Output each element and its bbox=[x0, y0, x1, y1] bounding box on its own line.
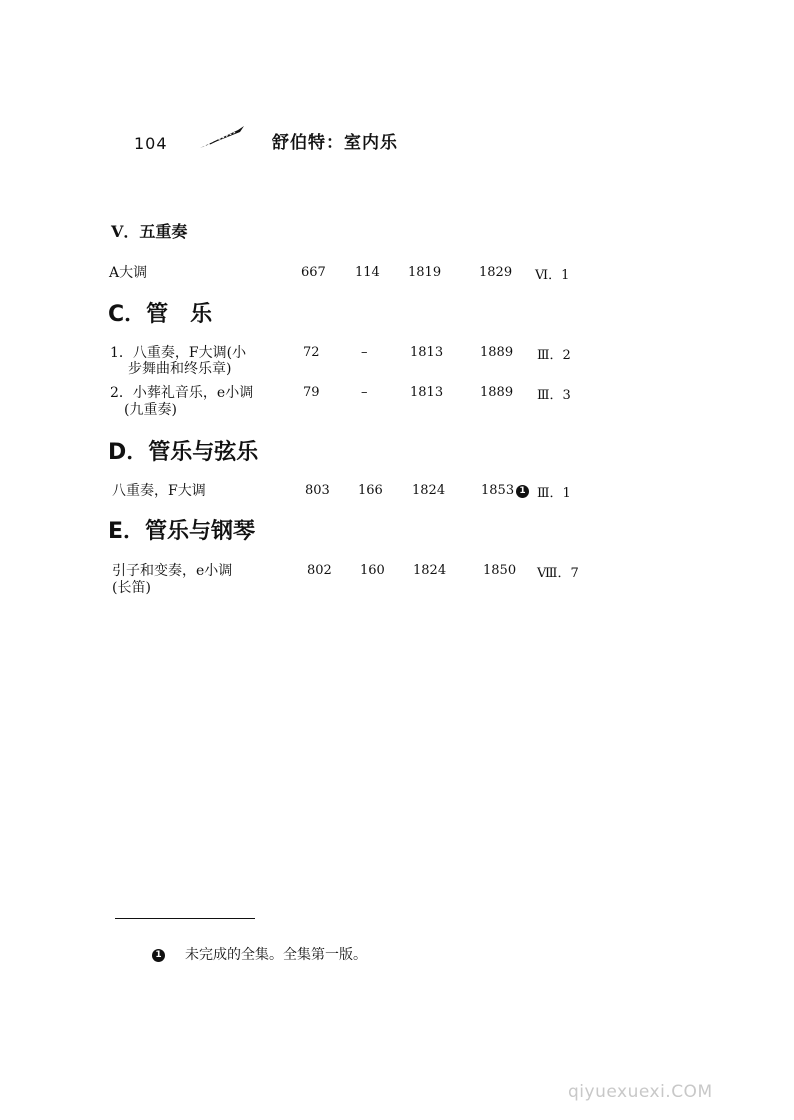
footnote-marker-glyph: 1 bbox=[516, 485, 529, 498]
running-title: 舒伯特：室内乐 bbox=[272, 133, 398, 153]
opus-number: 160 bbox=[360, 563, 385, 578]
footnote-marker bbox=[516, 481, 529, 500]
catalog-number: 802 bbox=[307, 563, 332, 578]
work-title-continued: (长笛) bbox=[112, 580, 151, 596]
edition-volume: Ⅵ．1 bbox=[535, 268, 570, 283]
year-composed: 1824 bbox=[412, 483, 446, 498]
work-title-continued: (九重奏) bbox=[124, 402, 177, 418]
footnote-rule bbox=[115, 918, 255, 919]
watermark: qiyuexuexi.COM bbox=[568, 1082, 713, 1102]
opus-number: – bbox=[361, 385, 368, 400]
catalog-number: 803 bbox=[305, 483, 330, 498]
work-title: 2．小葬礼音乐，e小调 bbox=[110, 385, 254, 401]
footnote-text: 未完成的全集。全集第一版。 bbox=[185, 947, 367, 963]
work-title: 引子和变奏，e小调 bbox=[112, 563, 233, 579]
section-heading-wind-strings: D．管乐与弦乐 bbox=[108, 440, 259, 465]
edition-volume: Ⅲ．2 bbox=[537, 348, 571, 363]
edition-volume: Ⅲ．1 bbox=[537, 486, 571, 501]
edition-volume: Ⅲ．3 bbox=[537, 388, 571, 403]
section-heading-wind-piano: E．管乐与钢琴 bbox=[108, 519, 256, 544]
work-title: 八重奏，F大调 bbox=[112, 483, 206, 499]
work-title-continued: 步舞曲和终乐章) bbox=[128, 361, 232, 377]
year-published: 1889 bbox=[480, 385, 514, 400]
year-composed: 1813 bbox=[410, 385, 444, 400]
year-published: 1853 bbox=[481, 483, 515, 498]
opus-number: – bbox=[361, 345, 368, 360]
opus-number: 114 bbox=[355, 265, 380, 280]
pen-nib-icon bbox=[198, 124, 246, 154]
year-published: 1829 bbox=[479, 265, 513, 280]
year-composed: 1824 bbox=[413, 563, 447, 578]
footnote-number bbox=[152, 945, 165, 964]
year-published: 1850 bbox=[483, 563, 517, 578]
catalog-number: 72 bbox=[303, 345, 320, 360]
catalog-number: 667 bbox=[301, 265, 326, 280]
year-composed: 1813 bbox=[410, 345, 444, 360]
year-published: 1889 bbox=[480, 345, 514, 360]
catalog-number: 79 bbox=[303, 385, 320, 400]
opus-number: 166 bbox=[358, 483, 383, 498]
page-number: 104 bbox=[134, 134, 168, 153]
work-title: A大调 bbox=[109, 265, 148, 281]
year-composed: 1819 bbox=[408, 265, 442, 280]
section-heading-wind: C．管 乐 bbox=[108, 302, 213, 327]
subsection-heading-quintet: Ⅴ．五重奏 bbox=[111, 222, 188, 241]
work-title: 1．八重奏，F大调(小 bbox=[110, 345, 247, 361]
footnote-number-glyph: 1 bbox=[152, 949, 165, 962]
edition-volume: Ⅷ．7 bbox=[537, 566, 579, 581]
